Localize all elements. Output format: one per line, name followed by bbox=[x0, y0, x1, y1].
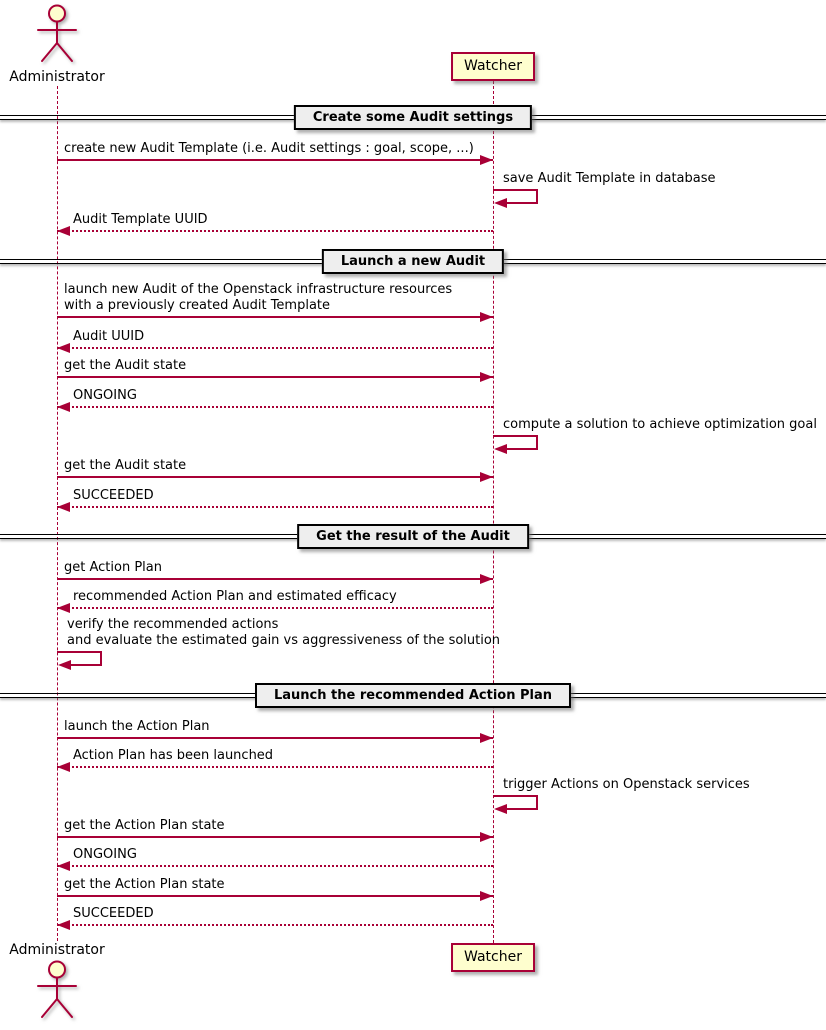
actor-icon bbox=[31, 3, 83, 65]
message-label bbox=[64, 358, 186, 374]
message-label bbox=[73, 329, 144, 345]
message-arrowhead bbox=[57, 226, 70, 236]
actor-figure-bottom-administrator bbox=[31, 959, 83, 1021]
message-text: recommended Action Plan and estimated efficacy bbox=[73, 589, 397, 604]
message-line bbox=[57, 376, 493, 378]
self-message-line-side bbox=[536, 795, 538, 809]
message-arrowhead bbox=[57, 920, 70, 930]
message-text: Audit Template UUID bbox=[73, 212, 208, 227]
message-arrowhead bbox=[480, 832, 493, 842]
message-text: launch the Action Plan bbox=[64, 719, 210, 734]
message-text: create new Audit Template (i.e. Audit settings : goal, scope, ...) bbox=[64, 141, 474, 156]
self-message-label bbox=[67, 617, 500, 649]
message-arrowhead bbox=[480, 574, 493, 584]
message-text: launch new Audit of the Openstack infrastructure resources bbox=[64, 282, 453, 297]
lifeline-administrator bbox=[57, 86, 58, 941]
message-label bbox=[64, 719, 210, 735]
message-label bbox=[73, 748, 273, 764]
message-line bbox=[57, 737, 493, 739]
self-message-line-bottom bbox=[504, 448, 538, 450]
message-label bbox=[64, 818, 225, 834]
message-text: and evaluate the estimated gain vs aggressiveness of the solution bbox=[67, 633, 501, 648]
message-label bbox=[73, 212, 208, 228]
message-line bbox=[57, 607, 493, 609]
message-line bbox=[57, 476, 493, 478]
actor-figure-top-administrator bbox=[31, 3, 83, 65]
message-text: ONGOING bbox=[73, 847, 137, 862]
message-arrowhead bbox=[480, 733, 493, 743]
message-text: SUCCEEDED bbox=[73, 488, 154, 503]
self-message-line-top bbox=[57, 651, 102, 653]
message-label bbox=[64, 141, 474, 157]
message-text: verify the recommended actions bbox=[67, 617, 279, 632]
message-text: Action Plan has been launched bbox=[73, 748, 274, 763]
message-line bbox=[57, 578, 493, 580]
message-arrowhead bbox=[57, 402, 70, 412]
self-message-label bbox=[503, 171, 716, 187]
self-message-line-top bbox=[493, 795, 538, 797]
message-arrowhead bbox=[480, 155, 493, 165]
self-message-label bbox=[503, 777, 750, 793]
message-line bbox=[57, 406, 493, 408]
actor-icon bbox=[31, 959, 83, 1021]
divider-label: Get the result of the Audit bbox=[297, 524, 529, 549]
message-arrowhead bbox=[57, 861, 70, 871]
self-message-arrowhead bbox=[58, 660, 71, 670]
participant-label-administrator: Administrator bbox=[9, 69, 105, 85]
message-line bbox=[57, 230, 493, 232]
message-label bbox=[64, 458, 186, 474]
message-arrowhead bbox=[57, 343, 70, 353]
message-line bbox=[57, 895, 493, 897]
divider-label: Create some Audit settings bbox=[294, 105, 532, 130]
divider-label: Launch the recommended Action Plan bbox=[255, 683, 571, 708]
message-label bbox=[64, 282, 452, 314]
message-text: trigger Actions on Openstack services bbox=[503, 777, 750, 792]
message-label bbox=[64, 877, 225, 893]
self-message-label bbox=[503, 417, 817, 433]
self-message-line-top bbox=[493, 435, 538, 437]
message-text: save Audit Template in database bbox=[503, 171, 716, 186]
self-message-arrowhead bbox=[494, 444, 507, 454]
message-label bbox=[73, 906, 154, 922]
message-arrowhead bbox=[480, 891, 493, 901]
message-arrowhead bbox=[480, 372, 493, 382]
message-text: with a previously created Audit Template bbox=[64, 298, 331, 313]
message-line bbox=[57, 506, 493, 508]
message-text: get the Action Plan state bbox=[64, 818, 225, 833]
message-arrowhead bbox=[57, 762, 70, 772]
message-arrowhead bbox=[480, 312, 493, 322]
message-text: get Action Plan bbox=[64, 560, 162, 575]
message-line bbox=[57, 159, 493, 161]
message-label bbox=[64, 560, 162, 576]
message-label bbox=[73, 388, 137, 404]
message-line bbox=[57, 924, 493, 926]
message-arrowhead bbox=[480, 472, 493, 482]
self-message-arrowhead bbox=[494, 198, 507, 208]
self-message-line-side bbox=[100, 651, 102, 665]
message-line bbox=[57, 836, 493, 838]
self-message-line-bottom bbox=[68, 664, 102, 666]
self-message-line-bottom bbox=[504, 808, 538, 810]
message-text: ONGOING bbox=[73, 388, 137, 403]
message-text: Audit UUID bbox=[73, 329, 145, 344]
message-arrowhead bbox=[57, 502, 70, 512]
self-message-line-top bbox=[493, 189, 538, 191]
message-line bbox=[57, 766, 493, 768]
message-label bbox=[73, 488, 154, 504]
message-label bbox=[73, 589, 397, 605]
message-label bbox=[73, 847, 137, 863]
participant-box-watcher: Watcher bbox=[451, 943, 535, 972]
participant-box-watcher: Watcher bbox=[451, 52, 535, 81]
self-message-arrowhead bbox=[494, 804, 507, 814]
self-message-line-bottom bbox=[504, 202, 538, 204]
message-line bbox=[57, 347, 493, 349]
divider-label: Launch a new Audit bbox=[322, 249, 504, 274]
participant-label-administrator: Administrator bbox=[9, 942, 105, 958]
message-arrowhead bbox=[57, 603, 70, 613]
message-line bbox=[57, 316, 493, 318]
message-text: SUCCEEDED bbox=[73, 906, 154, 921]
message-line bbox=[57, 865, 493, 867]
self-message-line-side bbox=[536, 435, 538, 449]
self-message-line-side bbox=[536, 189, 538, 203]
message-text: get the Audit state bbox=[64, 458, 187, 473]
message-text: get the Action Plan state bbox=[64, 877, 225, 892]
message-text: compute a solution to achieve optimization goal bbox=[503, 417, 817, 432]
message-text: get the Audit state bbox=[64, 358, 187, 373]
